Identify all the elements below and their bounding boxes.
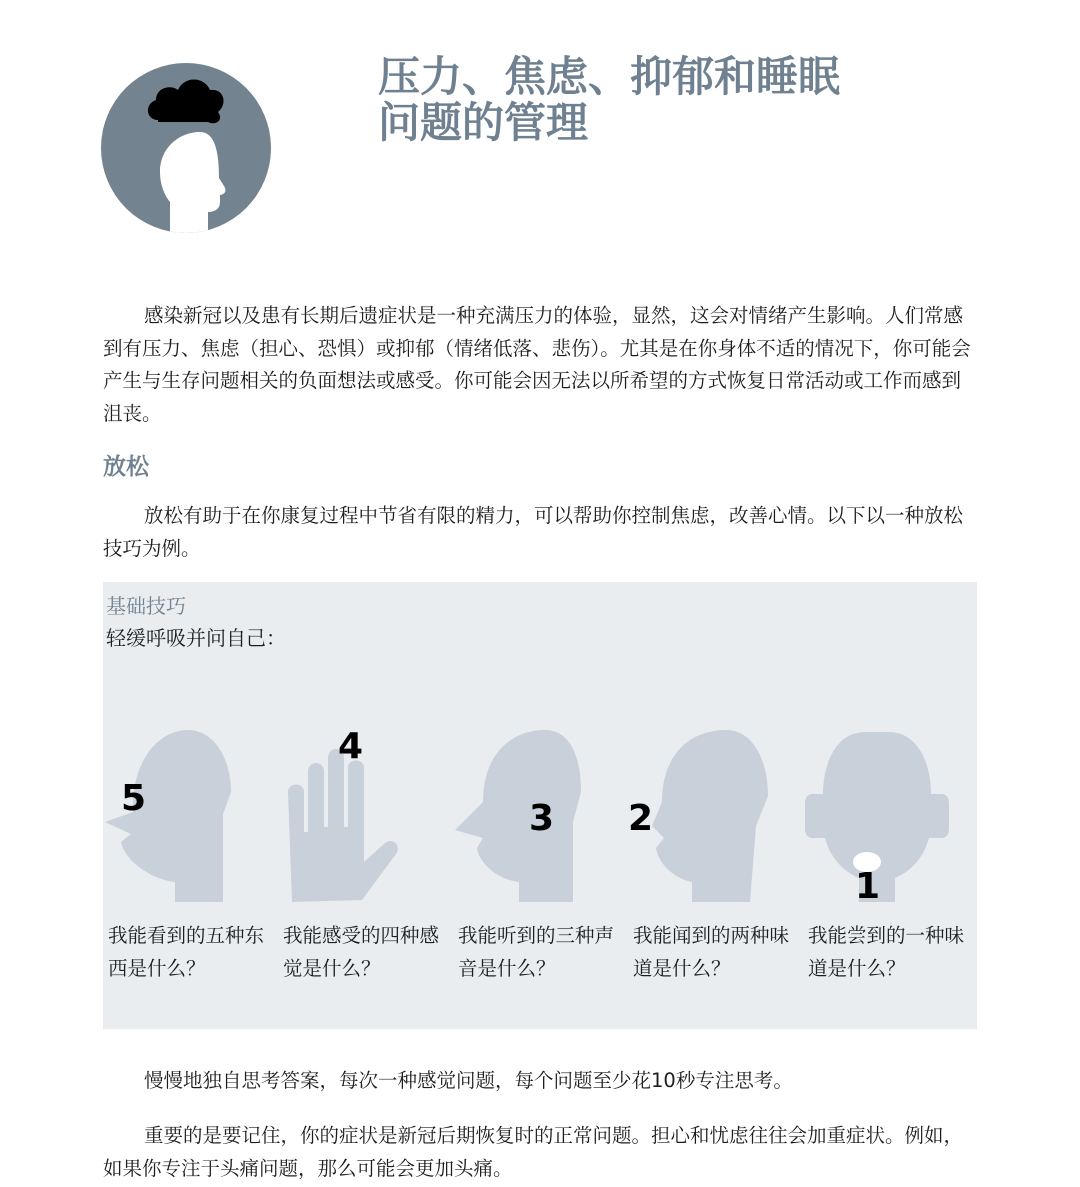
important-paragraph: 重要的是要记住，你的症状是新冠后期恢复时的正常问题。担心和忧虑往往会加重症状。例如，如果你专注于头痛问题，那么可能会更加头痛。 (103, 1124, 964, 1180)
head-with-dark-cloud-icon (100, 62, 272, 234)
eye-head-icon (103, 722, 263, 912)
nose-head-icon (628, 722, 788, 912)
ear-head-icon (453, 722, 613, 912)
sense-taste-caption: 我能尝到的一种味道是什么？ (808, 924, 965, 980)
sense-see-number: 5 (121, 778, 147, 819)
intro-paragraph: 感染新冠以及患有长期后遗症状是一种充满压力的体验，显然，这会对情绪产生影响。人们常感到有压力、焦虑（担心、恐惧）或抑郁（情绪低落、悲伤）。尤其是在你身体不适的情况下，你可能会产生与生存问题相关的负面想法或感受。你可能会因无法以所希望的方式恢复日常活动或工作而感到沮丧。 (103, 304, 971, 425)
sense-hear-number: 3 (529, 798, 555, 839)
sense-smell-caption: 我能闻到的两种味道是什么？ (633, 924, 790, 980)
sense-taste (803, 722, 963, 1022)
slow-thinking-paragraph: 慢慢地独自思考答案，每次一种感觉问题，每个问题至少花10秒专注思考。 (144, 1069, 793, 1092)
sense-touch-number: 4 (338, 726, 364, 767)
sense-smell (628, 722, 788, 1022)
hand-icon (278, 722, 438, 912)
mouth-head-icon (803, 722, 963, 912)
page-title-line-2: 问题的管理 (378, 98, 589, 147)
basic-technique-box (103, 582, 977, 1029)
sense-see (103, 722, 263, 1022)
page-title (378, 54, 998, 146)
sense-hear (453, 722, 613, 1022)
sense-see-caption: 我能看到的五种东西是什么？ (108, 924, 265, 980)
sense-smell-number: 2 (628, 798, 654, 839)
technique-title: 基础技巧 (106, 594, 186, 618)
technique-subtitle: 轻缓呼吸并问自己： (106, 626, 286, 650)
page-title-line-1: 压力、焦虑、抑郁和睡眠 (378, 52, 841, 101)
relax-paragraph: 放松有助于在你康复过程中节省有限的精力，可以帮助你控制焦虑，改善心情。以下以一种放松技巧为例。 (103, 504, 964, 560)
sense-touch-caption: 我能感受的四种感觉是什么？ (283, 924, 440, 980)
sense-hear-caption: 我能听到的三种声音是什么？ (458, 924, 615, 980)
sense-touch (278, 722, 438, 1022)
sense-taste-number: 1 (855, 866, 881, 907)
relax-heading: 放松 (103, 454, 149, 480)
